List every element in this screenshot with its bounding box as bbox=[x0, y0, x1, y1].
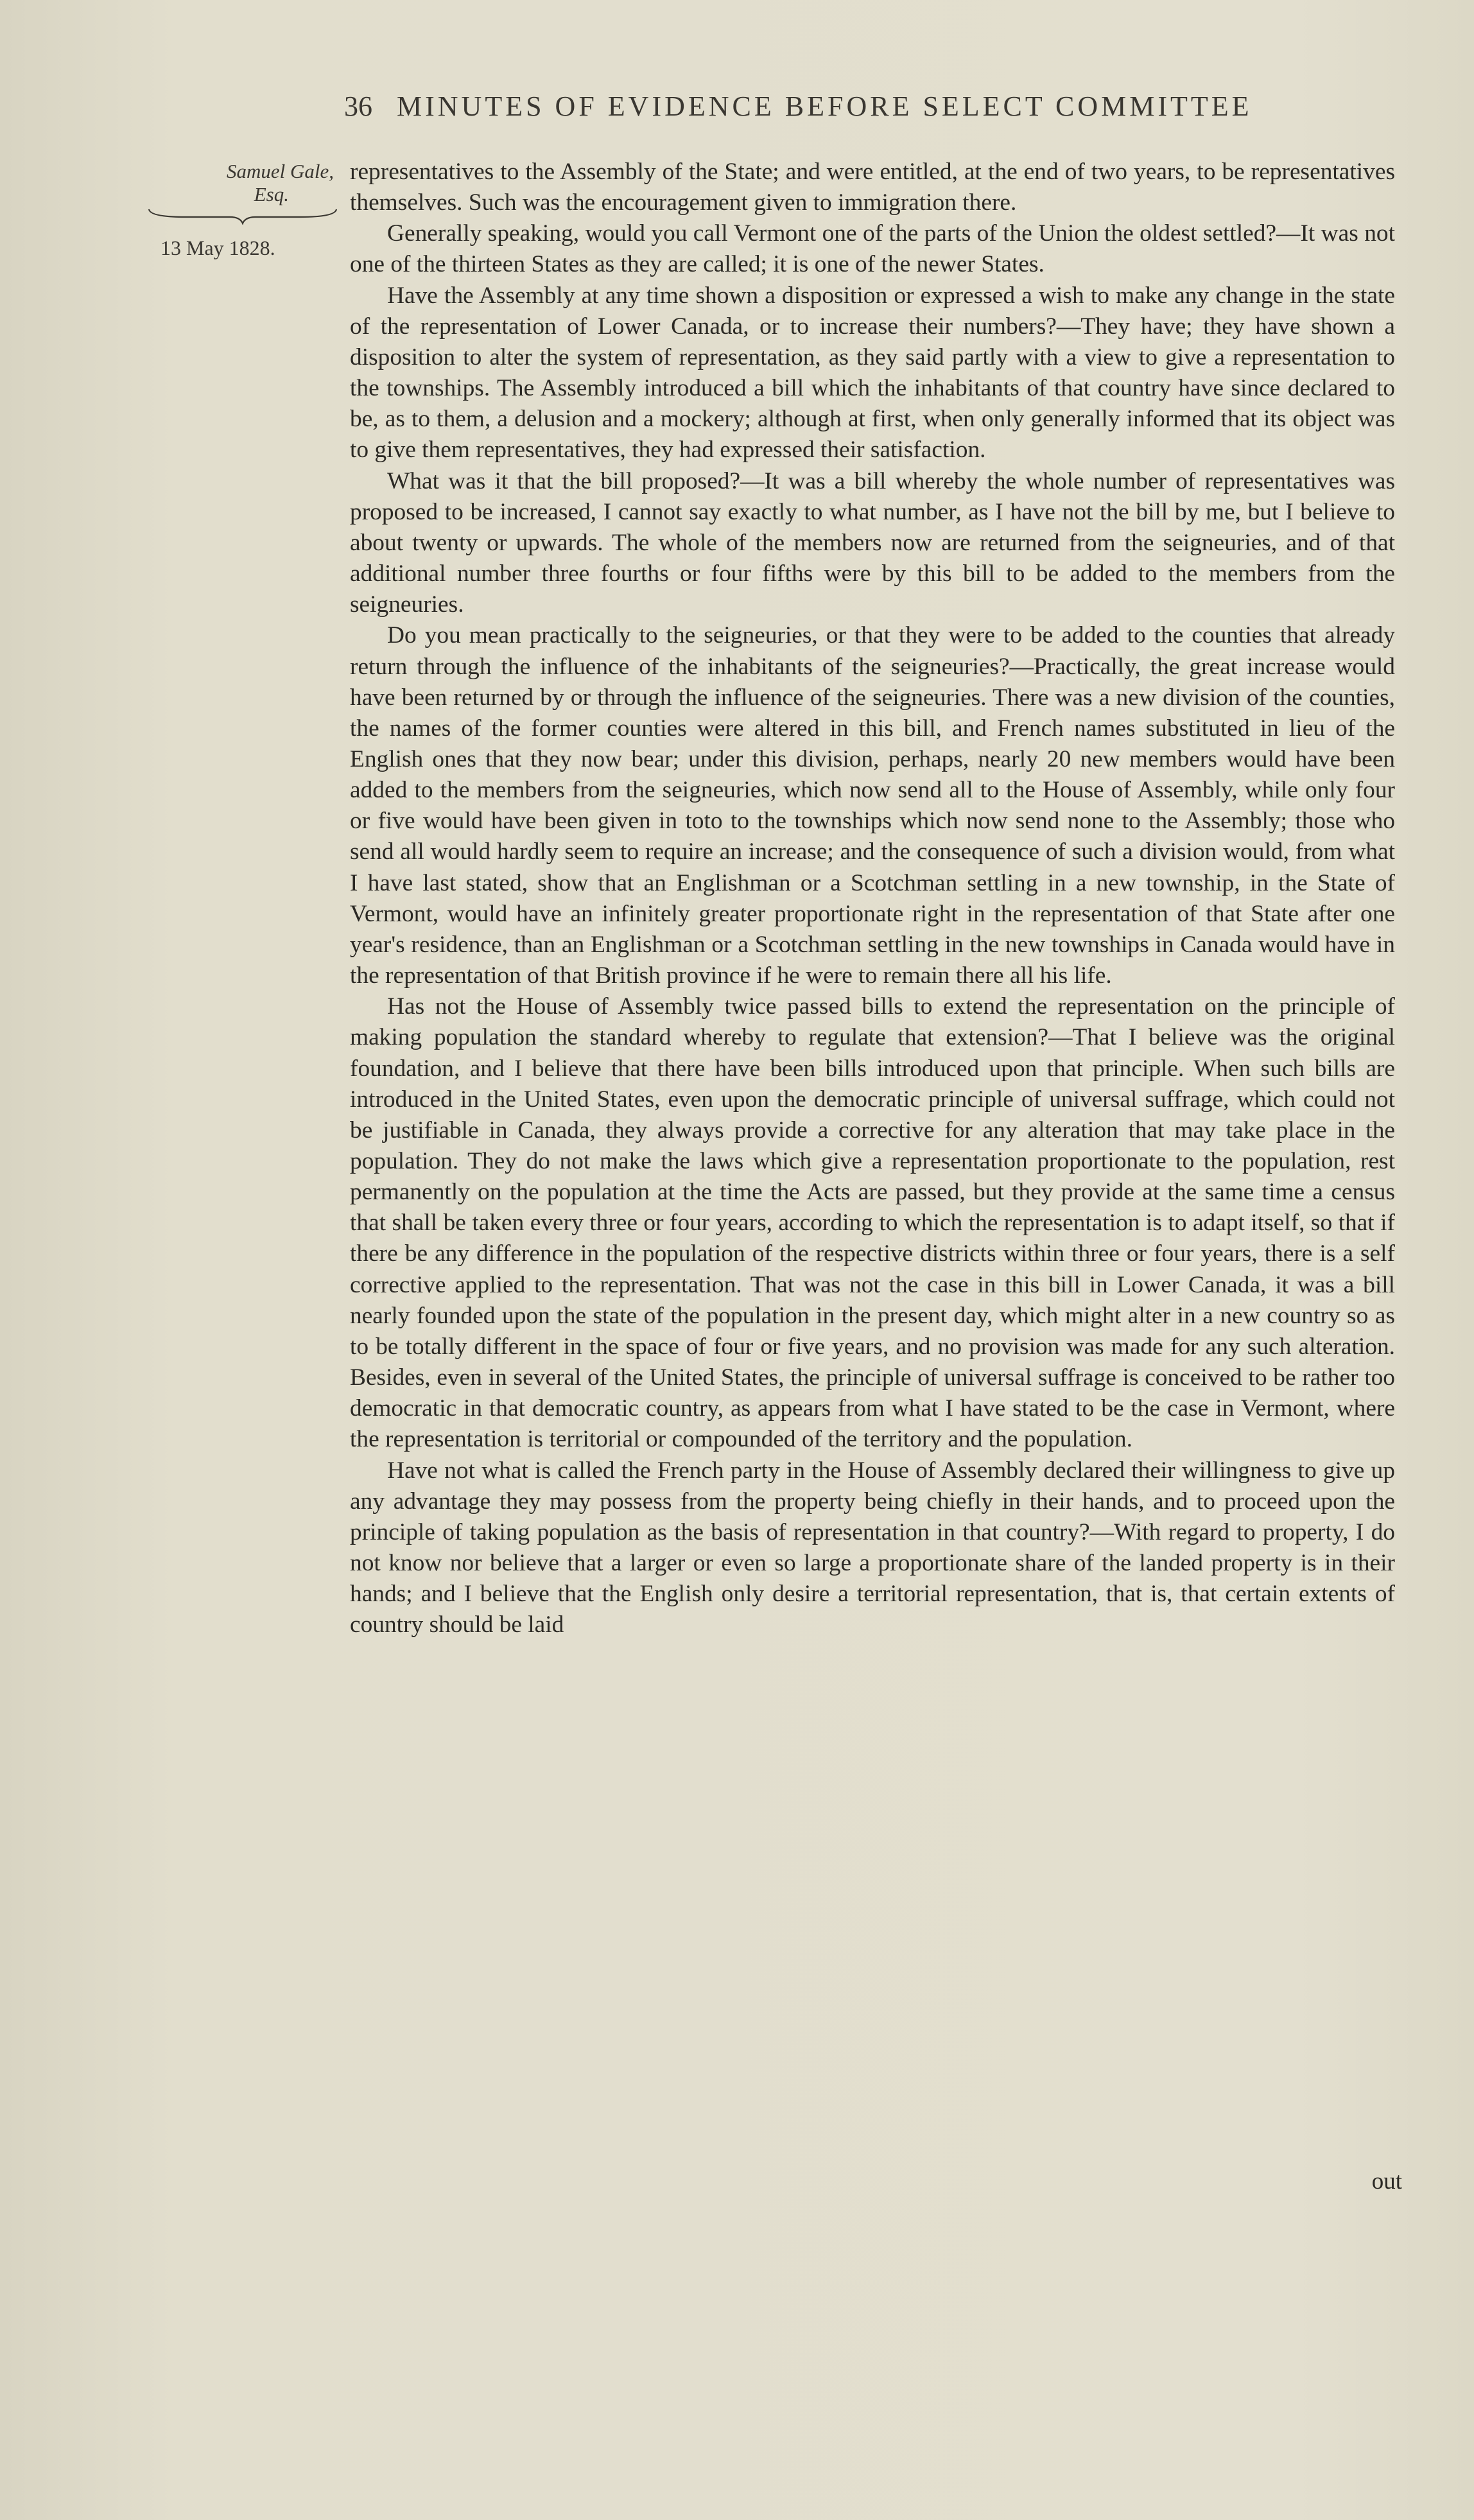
evidence-date: 13 May 1828. bbox=[160, 236, 275, 259]
paragraph-continued: representatives to the Assembly of the State; and were entitled, at the end of two years, to be representatives themselves. Such was the encouragement given to immigration there. bbox=[350, 159, 1395, 216]
brace-icon bbox=[146, 205, 339, 225]
running-head bbox=[344, 90, 1397, 123]
catchword: out bbox=[1371, 2168, 1402, 2194]
page-number: 36 bbox=[344, 91, 372, 122]
margin-note bbox=[143, 159, 345, 260]
question-answer: Do you mean practically to the seigneuries, or that they were to be added to the counties that already return through the influence of the inhabitants of the seigneuries?—Practically, the great increase would have been returned by or through the influence of the seigneuries. There was a new division of the counties, the names of the former counties were altered in this bill, and French names substituted in lieu of the English ones that they now bear; under this division, perhaps, nearly 20 new members would have been added to the members from the seigneuries, which now send all to the House of Assembly, while only four or five would have been given in toto to the townships which now send none to the Assembly; those who send all would hardly seem to require an increase; and the consequence of such a division would, from what I have last stated, show that an Englishman or a Scotchman settling in a new township, in the State of Vermont, would have an infinitely greater proportionate right in the representation of that State after one year's residence, than an Englishman or a Scotchman settling in the new townships in Canada would have in the representation of that British province if he were to remain there all his life. bbox=[350, 622, 1395, 989]
question-answer: Have the Assembly at any time shown a disposition or expressed a wish to make any change in the state of the representation of Lower Canada, or to increase their numbers?—They have; they have shown a disposition to alter the system of representation, as they said partly with a view to give a representation to the townships. The Assembly introduced a bill which the inhabitants of that country have since declared to be, as to them, a delusion and a mockery; although at first, when only generally informed that its object was to give them representatives, they had expressed their satisfaction. bbox=[350, 282, 1395, 464]
question-answer: What was it that the bill proposed?—It was a bill whereby the whole number of representatives was proposed to be increased, I cannot say exactly to what number, as I have not the bill by me, but I believe to about twenty or upwards. The whole of the members now are returned from the seigneuries, and of that additional number three fourths or four fifths were by this bill to be added to the members from the seigneuries. bbox=[350, 467, 1395, 618]
question-answer: Have not what is called the French party in the House of Assembly declared their willingness to give up any advantage they may possess from the property being chiefly in their hands, and to proceed upon the principle of taking population as the basis of representation in that country?—With regard to property, I do not know nor believe that a larger or even so large a proportionate share of the landed property is in their hands; and I believe that the English only desire a territorial representation, that is, that certain extents of country should be laid bbox=[350, 1457, 1395, 1638]
witness-name: Samuel Gale, bbox=[226, 160, 334, 182]
question-answer: Generally speaking, would you call Vermont one of the parts of the Union the oldest settled?—It was not one of the thirteen States as they are called; it is one of the newer States. bbox=[350, 220, 1395, 278]
running-head-title: MINUTES OF EVIDENCE BEFORE SELECT COMMITTEE bbox=[397, 91, 1253, 122]
question-answer: Has not the House of Assembly twice passed bills to extend the representation on the principle of making population the standard whereby to regulate that extension?—That I believe was the original foundation, and I believe that there have been bills introduced upon that principle. When such bills are introduced in the United States, even upon the democratic principle of universal suffrage, which could not be justifiable in Canada, they always provide a corrective for any alteration that may take place in the population. They do not make the laws which give a representation proportionate to the population, rest permanently on the population at the time the Acts are passed, but they provide at the same time a census that shall be taken every three or four years, according to which the representation is to adapt itself, so that if there be any difference in the population of the respective districts within three or four years, there is a self corrective applied to the representation. That was not the case in this bill in Lower Canada, it was a bill nearly founded upon the state of the population in the present day, which might alter in a new country so as to be totally different in the space of four or five years, and no provision was made for any such alteration. Besides, even in several of the United States, the principle of universal suffrage is conceived to be rather too democratic in that democratic country, as appears from what I have stated to be the case in Vermont, where the representation is territorial or compounded of the territory and the population. bbox=[350, 993, 1395, 1453]
witness-title: Esq. bbox=[254, 183, 289, 205]
evidence-text bbox=[350, 157, 1395, 1641]
